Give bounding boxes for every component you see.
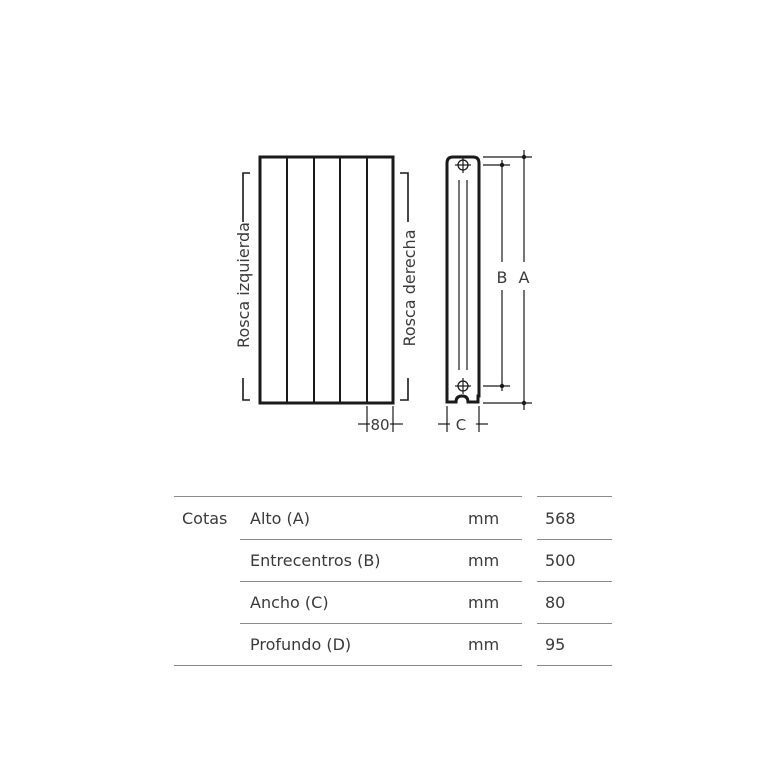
table-rule (174, 496, 522, 497)
c-dimension-label: C (455, 416, 467, 434)
left-thread-label: Rosca izquierda (234, 222, 253, 348)
table-rule (537, 581, 612, 582)
row-label: Alto (A) (250, 509, 310, 528)
row-unit: mm (468, 509, 500, 528)
b-dimension-label: B (496, 268, 508, 287)
row-unit: mm (468, 551, 500, 570)
row-unit: mm (468, 593, 500, 612)
row-value: 500 (545, 551, 576, 570)
table-rule (240, 623, 522, 624)
table-rule (537, 539, 612, 540)
table-rule (537, 623, 612, 624)
a-dimension-label: A (518, 268, 530, 287)
row-value: 95 (545, 635, 566, 654)
row-unit: mm (468, 635, 500, 654)
row-label: Ancho (C) (250, 593, 329, 612)
table-rule (240, 581, 522, 582)
table-rule (537, 665, 612, 666)
table-rule (174, 665, 522, 666)
table-group-label: Cotas (182, 509, 228, 528)
front-width-label: 80 (370, 416, 390, 434)
row-value: 80 (545, 593, 566, 612)
right-thread-label: Rosca derecha (400, 229, 419, 347)
row-value: 568 (545, 509, 576, 528)
row-label: Entrecentros (B) (250, 551, 381, 570)
table-rule (240, 539, 522, 540)
row-label: Profundo (D) (250, 635, 352, 654)
table-rule (537, 496, 612, 497)
